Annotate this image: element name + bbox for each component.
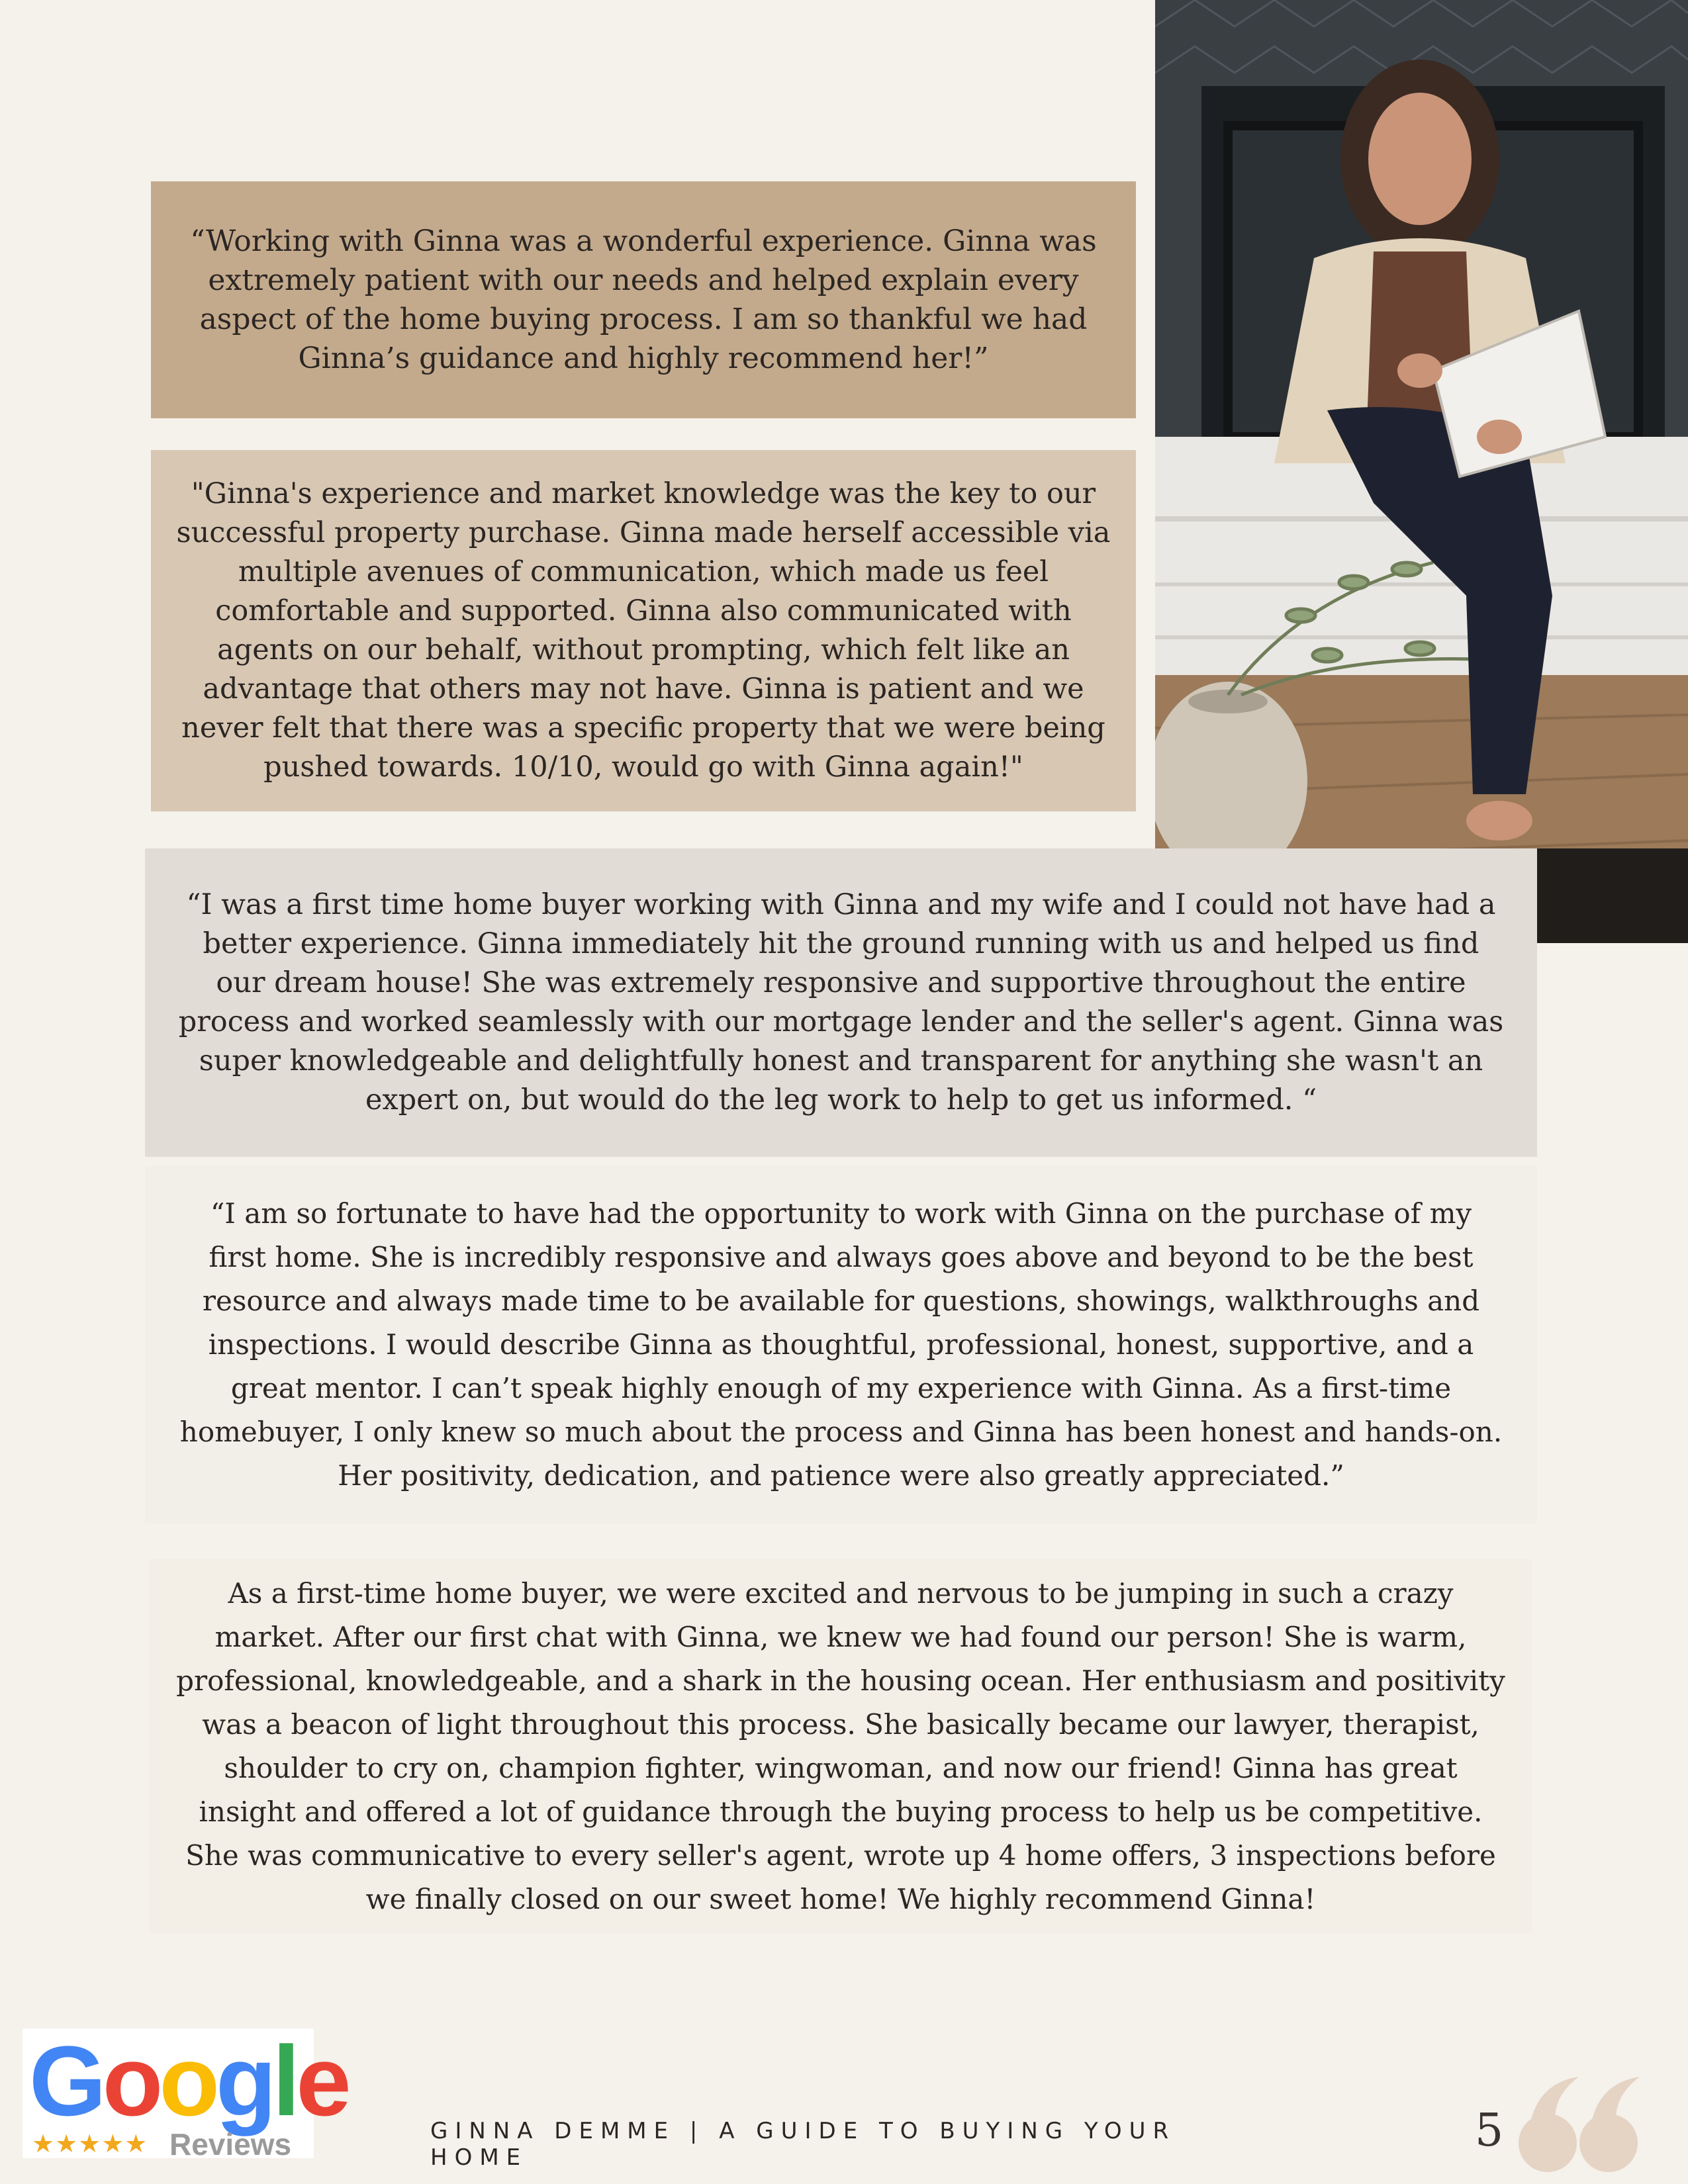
testimonial-card-3	[145, 848, 1537, 1157]
testimonial-text: As a first-time home buyer, we were excited and nervous to be jumping in such a crazy market. After our first chat with Ginna, we knew we had found our person! She is warm, professional, knowledgeable, and a shark in the housing ocean. Her enthusiasm and positivity was a beacon of light throughout this process. She basically became our lawyer, therapist, shoulder to cry on, champion fighter, wingwoman, and now our friend! Ginna has great insight and offered a lot of guidance through the buying process to help us be competitive. She was communicative to every seller's agent, wrote up 4 home offers, 3 inspections before we finally closed on our sweet home! We highly recommend Ginna!	[176, 1576, 1505, 1915]
testimonial-card-4	[145, 1166, 1537, 1524]
quote-mark-icon	[1516, 2077, 1642, 2179]
testimonial-text: “Working with Ginna was a wonderful experience. Ginna was extremely patient with our needs and helped explain every aspect of the home buying process. I am so thankful we had Ginna’s guidance and highly recommend her!”	[190, 224, 1097, 375]
photo-shadow	[1537, 848, 1688, 943]
testimonial-text: “I was a first time home buyer working with Ginna and my wife and I could not have had a better experience. Ginna immediately hit the ground running with us and helped us find our dream house! She was extremely responsive and supportive throughout the entire process and worked seamlessly with our mortgage lender and the seller's agent. Ginna was super knowledgeable and delightfully honest and transparent for anything she wasn't an expert on, but would do the leg work to help to get us informed. “	[178, 888, 1504, 1116]
footer-title: GINNA DEMME | A GUIDE TO BUYING YOUR HOME	[430, 2118, 1176, 2171]
google-reviews-badge	[23, 2025, 348, 2161]
reviews-label: Reviews	[169, 2127, 292, 2161]
page-number: 5	[1475, 2105, 1504, 2157]
star-rating-icon: ★★★★★	[32, 2129, 148, 2158]
testimonial-text: “I am so fortunate to have had the opportunity to work with Ginna on the purchase of my first home. She is incredibly responsive and always goes above and beyond to be the best resource and always made time to be available for questions, showings, walkthroughs and inspections. I would describe Ginna as thoughtful, professional, honest, supportive, and a great mentor. I can’t speak highly enough of my experience with Ginna. As a first-time homebuyer, I only knew so much about the process and Ginna has been honest and hands-on. Her positivity, dedication, and patience were also greatly appreciated.”	[179, 1197, 1503, 1492]
testimonial-card-2	[151, 450, 1136, 811]
google-logo: Google	[29, 2025, 348, 2136]
testimonial-text: "Ginna's experience and market knowledge was the key to our successful property purchase. Ginna made herself accessible via multiple avenues of communication, which made us feel comfortable and supported. Ginna also communicated with agents on our behalf, without prompting, which felt like an advantage that others may not have. Ginna is patient and we never felt that there was a specific property that we were being pushed towards. 10/10, would go with Ginna again!"	[176, 477, 1111, 784]
agent-photo	[1155, 0, 1688, 943]
testimonial-card-5	[150, 1559, 1532, 1933]
testimonial-card-1	[151, 181, 1136, 418]
